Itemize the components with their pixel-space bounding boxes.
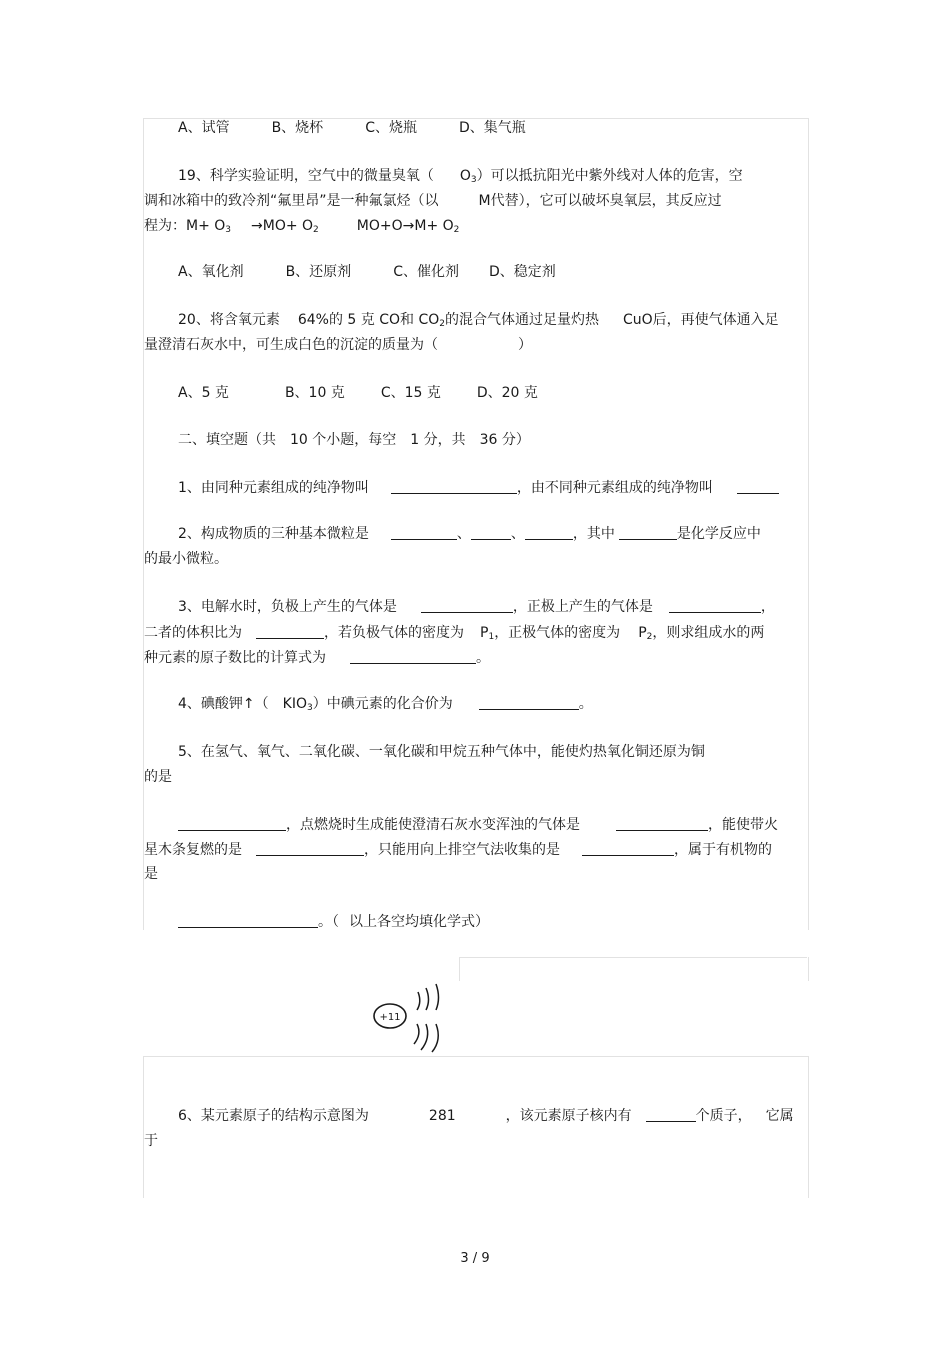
shell-arc-1-bottom	[414, 1024, 419, 1044]
q19-sub: 3	[225, 225, 232, 235]
f3-sub: 1	[488, 632, 495, 642]
q18-options	[178, 118, 526, 138]
q19-sub: 2	[313, 225, 319, 235]
f3-blank-1[interactable]	[421, 598, 513, 613]
f6-line2: 于	[144, 1133, 158, 1149]
q19-options	[178, 262, 556, 282]
atom-structure-diagram	[370, 978, 460, 1058]
f3-p2: P	[638, 625, 647, 641]
q19-text: ）可以抵抗阳光中紫外线对人体的危害，空	[476, 168, 743, 184]
nucleus-label: +11	[379, 1012, 401, 1023]
f2-blank-1[interactable]	[391, 525, 457, 540]
f1-text: ，由不同种元素组成的纯净物叫	[516, 480, 713, 496]
shell-arc-3-top	[436, 984, 439, 1010]
f4-formula: KIO	[282, 696, 307, 712]
f5-text: 星木条复燃的是	[144, 842, 242, 858]
f3-text: ，正极上产生的气体是	[512, 599, 653, 615]
q19-line2	[144, 191, 722, 211]
q20-option-d: D、20 克	[476, 385, 538, 401]
shell-arc-1-top	[417, 992, 420, 1010]
q19-sub: 2	[453, 225, 460, 235]
f6-electron-config: 281	[428, 1108, 456, 1124]
shell-arc-2-bottom	[421, 1024, 428, 1050]
f5-line3	[178, 815, 778, 835]
f3-text: 种元素的原子数比的计算式为	[144, 650, 326, 666]
f3-line3	[144, 648, 490, 668]
f2-line1	[178, 524, 761, 544]
section2-title: 二、填空题（共 10 个小题，每空 1 分，共 36 分）	[178, 432, 530, 448]
q19-option-c: C、催化剂	[393, 264, 459, 280]
f5-blank-5[interactable]	[178, 913, 318, 928]
f5-blank-4[interactable]	[582, 841, 674, 856]
q19-option-b: B、还原剂	[285, 264, 352, 280]
f3-text: ，正极气体的密度为	[494, 625, 621, 641]
q20-options	[178, 383, 538, 403]
f5-line4	[144, 840, 772, 860]
f3-p1: P	[480, 625, 489, 641]
q20-option-c: C、15 克	[380, 385, 441, 401]
f2-blank-4[interactable]	[619, 525, 677, 540]
q18-option-c: C、烧瓶	[365, 120, 417, 136]
f6-blank[interactable]	[646, 1107, 696, 1122]
q20-text: 的 5 克 CO和 CO	[328, 312, 440, 328]
f6-text: 6、某元素原子的结构示意图为	[178, 1108, 369, 1124]
page-frame-bottom	[143, 1056, 809, 1198]
f5-blank-1[interactable]	[178, 816, 286, 831]
f4-line	[178, 694, 593, 718]
f3-line2	[144, 623, 764, 647]
q19-o3-sub: 3	[470, 175, 477, 185]
f5-blank-3[interactable]	[256, 841, 364, 856]
shell-arc-2-top	[426, 988, 429, 1010]
f5-text: ，点燃烧时生成能使澄清石灰水变浑浊的气体是	[286, 817, 580, 833]
q20-line1	[178, 310, 779, 334]
f5-line1: 5、在氢气、氧气、二氧化碳、一氧化碳和甲烷五种气体中，能使灼热氧化铜还原为铜	[178, 744, 705, 760]
q20-line2	[144, 335, 532, 355]
f2-blank-2[interactable]	[471, 525, 511, 540]
f6-line1	[178, 1106, 794, 1126]
f5-line5: 是	[144, 866, 158, 882]
f5-text: ，能使带火	[708, 817, 778, 833]
f5-text: 以上各空均填化学式）	[349, 914, 489, 930]
q19-option-a: A、氧化剂	[178, 264, 244, 280]
f4-sub: 3	[306, 703, 313, 713]
f2-text: 2、构成物质的三种基本微粒是	[178, 526, 369, 542]
q18-option-a: A、试管	[178, 120, 230, 136]
f4-text: ）中碘元素的化合价为	[312, 696, 453, 712]
q19-equation: 程为：M+ O	[144, 218, 226, 234]
atom-diagram-svg	[370, 978, 460, 1058]
q19-equation: MO+O→M+ O	[356, 218, 454, 234]
q20-sub: 2	[439, 319, 445, 329]
q19-equation: →MO+ O	[251, 218, 314, 234]
q19-option-d: D、稳定剂	[488, 264, 556, 280]
q20-text: 20、将含氧元素	[178, 312, 280, 328]
q19-text: 19、科学实验证明，空气中的微量臭氧（	[178, 168, 434, 184]
f3-line1	[178, 597, 775, 617]
f4-text: 4、碘酸钾↑（	[178, 696, 269, 712]
f4-blank[interactable]	[479, 695, 579, 710]
q19-line3	[144, 216, 459, 240]
f1-line	[178, 478, 779, 498]
f3-blank-2[interactable]	[669, 598, 761, 613]
f3-text: 3、电解水时，负极上产生的气体是	[178, 599, 397, 615]
q20-option-b: B、10 克	[284, 385, 345, 401]
f5-text: 。（	[318, 914, 339, 930]
f1-text: 1、由同种元素组成的纯净物叫	[178, 480, 369, 496]
q20-text: ）	[518, 337, 532, 353]
q20-text: CuO后，再使气体通入足	[623, 312, 779, 328]
q20-percent: 64%	[297, 312, 329, 328]
f6-text: ，该元素原子核内有	[505, 1108, 632, 1124]
q19-o3: O	[459, 168, 471, 184]
f3-text: ，	[760, 599, 775, 615]
f6-text: 它属	[765, 1108, 794, 1124]
f3-text: 二者的体积比为	[144, 625, 242, 641]
f4-text: 。	[578, 696, 593, 712]
q20-text: 量澄清石灰水中，可生成白色的沉淀的质量为（	[144, 337, 438, 353]
f1-blank-2[interactable]	[737, 479, 779, 494]
f2-line2: 的最小微粒。	[144, 551, 228, 567]
q20-text: 的混合气体通过足量灼热	[445, 312, 599, 328]
q20-option-a: A、5 克	[178, 385, 229, 401]
f3-blank-3[interactable]	[256, 624, 324, 639]
f3-blank-4[interactable]	[350, 649, 476, 664]
f5-line2: 的是	[144, 769, 172, 785]
f2-text: ，其中	[572, 526, 615, 542]
f6-text: 个质子，	[695, 1108, 752, 1124]
shell-arc-3-bottom	[432, 1024, 438, 1052]
f1-blank-1[interactable]	[391, 479, 517, 494]
f3-text: ，若负极气体的密度为	[324, 625, 464, 641]
f3-text: ，则求组成水的两	[652, 625, 765, 641]
q18-option-b: B、烧杯	[271, 120, 324, 136]
f3-sub: 2	[646, 632, 653, 642]
f5-text: ，只能用向上排空气法收集的是	[364, 842, 560, 858]
f5-text: ，属于有机物的	[674, 842, 772, 858]
q19-text: 调和冰箱中的致冷剂“氟里昂”是一种氟氯烃（以	[144, 193, 439, 209]
page-number: 3 / 9	[460, 1251, 490, 1266]
f2-text: 是化学反应中	[676, 526, 761, 542]
f5-blank-2[interactable]	[616, 816, 708, 831]
f2-sep: 、	[456, 526, 471, 542]
f3-text: 。	[476, 650, 490, 666]
f2-blank-3[interactable]	[525, 525, 573, 540]
q18-option-d: D、集气瓶	[458, 120, 526, 136]
frame-small-box	[459, 957, 809, 981]
f5-line6	[178, 912, 489, 932]
f2-sep: 、	[510, 526, 525, 542]
q19-line1	[178, 166, 743, 190]
q19-text: M代替），它可以破坏臭氧层，其反应过	[478, 193, 722, 209]
